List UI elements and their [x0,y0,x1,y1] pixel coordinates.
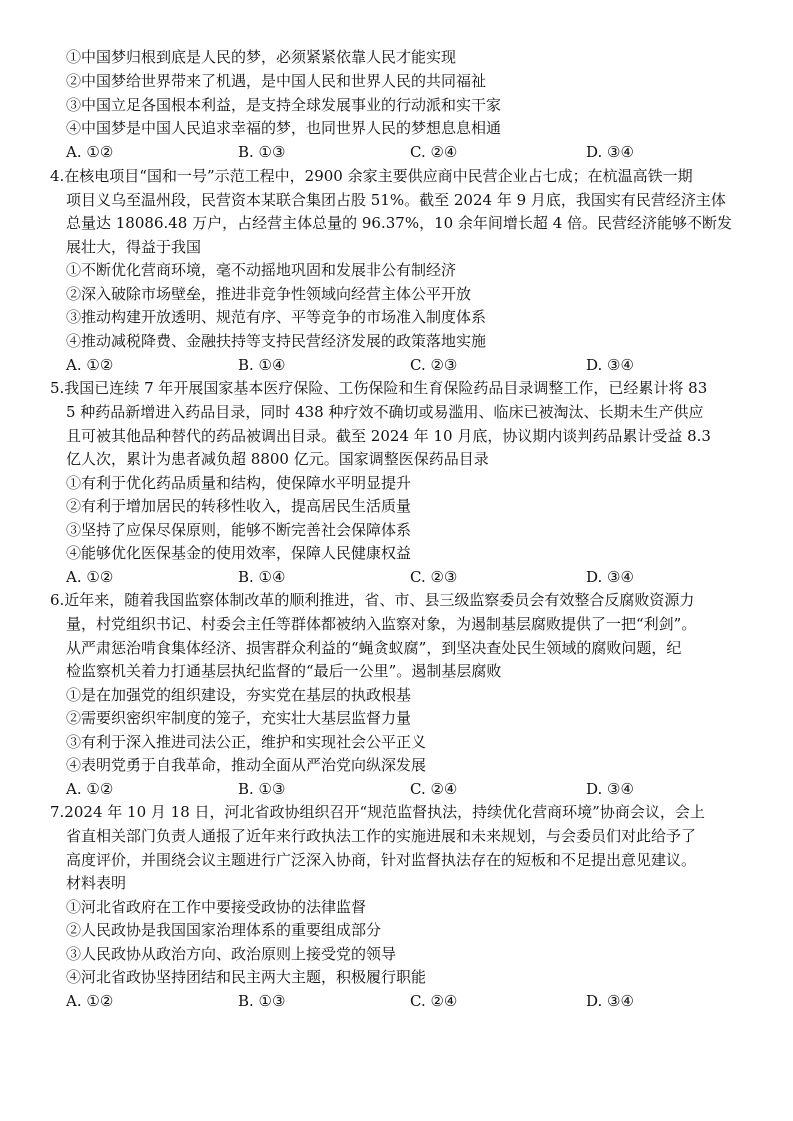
q4-stem-line-4: 展壮大，得益于我国 [66,238,202,256]
q3-option-3: ③中国立足各国根本利益，是支持全球发展事业的行动派和实干家 [66,96,502,114]
q3-option-4: ④中国梦是中国人民追求幸福的梦，也同世界人民的梦想息息相通 [66,119,502,137]
q6-choice-c[interactable]: C. ②④ [410,780,458,798]
q5-choice-c[interactable]: C. ②③ [410,568,458,586]
q5-stem-line-4: 亿人次，累计为患者减负超 8800 亿元。国家调整医保药品目录 [66,450,489,468]
q4-stem-line-2: 项目义乌至温州段，民营资本某联合集团占股 51%。截至 2024 年 9 月底，我国实有民营经济主体 [66,191,726,209]
q5-stem-line-1: 5.我国已连续 7 年开展国家基本医疗保险、工伤保险和生育保险药品目录调整工作，已经累计将 83 [50,379,708,397]
q4-option-2: ②深入破除市场壁垒，推进非竞争性领域向经营主体公平开放 [66,285,472,303]
q7-choice-d[interactable]: D. ③④ [586,992,634,1010]
q6-choices [66,778,766,800]
q3-choice-c[interactable]: C. ②④ [410,143,458,161]
q7-stem-line-1: 7.2024 年 10 月 18 日，河北省政协组织召开“规范监督执法，持续优化营商环境”协商会议，会上 [50,803,705,821]
q6-choice-b[interactable]: B. ①③ [238,780,286,798]
q5-choice-a[interactable]: A. ①② [66,568,114,586]
q4-option-1: ①不断优化营商环境，毫不动摇地巩固和发展非公有制经济 [66,261,457,279]
q7-option-2: ②人民政协是我国国家治理体系的重要组成部分 [66,921,382,939]
q5-stem-line-3: 且可被其他品种替代的药品被调出目录。截至 2024 年 10 月底，协议期内谈判药品累计受益 8.3 [66,427,711,445]
q6-option-2: ②需要织密织牢制度的笼子，充实壮大基层监督力量 [66,709,412,727]
q6-stem-line-2: 量，村党组织书记、村委会主任等群体都被纳入监察对象，为遏制基层腐败提供了一把“利剑”。 [66,615,697,633]
q6-choice-d[interactable]: D. ③④ [586,780,634,798]
q7-stem-line-2: 省直相关部门负责人通报了近年来行政执法工作的实施进展和未来规划，与会委员们对此给予了 [66,827,697,845]
q6-option-3: ③有利于深入推进司法公正，维护和实现社会公平正义 [66,733,427,751]
q7-option-3: ③人民政协从政治方向、政治原则上接受党的领导 [66,945,397,963]
q7-choice-a[interactable]: A. ①② [66,992,114,1010]
q5-option-1: ①有利于优化药品质量和结构，使保障水平明显提升 [66,474,412,492]
q4-option-3: ③推动构建开放透明、规范有序、平等竞争的市场准入制度体系 [66,308,487,326]
q6-option-1: ①是在加强党的组织建设，夯实党在基层的执政根基 [66,686,412,704]
q4-stem-line-3: 总量达 18086.48 万户，占经营主体总量的 96.37%，10 余年间增长超 4 倍。民营经济能够不断发 [66,214,733,232]
q5-option-2: ②有利于增加居民的转移性收入，提高居民生活质量 [66,497,412,515]
q3-choice-b[interactable]: B. ①③ [238,143,286,161]
q6-stem-line-3: 从严肃惩治啃食集体经济、损害群众利益的“蝇贪蚁腐”，到坚决查处民生领域的腐败问题，纪 [66,639,682,657]
q5-option-4: ④能够优化医保基金的使用效率，保障人民健康权益 [66,544,412,562]
q3-option-2: ②中国梦给世界带来了机遇，是中国人民和世界人民的共同福祉 [66,72,487,90]
q6-option-4: ④表明党勇于自我革命，推动全面从严治党向纵深发展 [66,756,427,774]
q6-stem-line-4: 检监察机关着力打通基层执纪监督的“最后一公里”。遏制基层腐败 [66,662,502,680]
q7-option-4: ④河北省政协坚持团结和民主两大主题，积极履行职能 [66,968,427,986]
q3-choice-a[interactable]: A. ①② [66,143,114,161]
q7-choices [66,990,766,1012]
q4-choice-b[interactable]: B. ①④ [238,356,286,374]
q6-stem-line-1: 6.近年来，随着我国监察体制改革的顺利推进，省、市、县三级监察委员会有效整合反腐败资源力 [50,591,695,609]
q4-choice-d[interactable]: D. ③④ [586,356,634,374]
q5-choices [66,566,766,588]
q4-option-4: ④推动减税降费、金融扶持等支持民营经济发展的政策落地实施 [66,332,487,350]
q5-option-3: ③坚持了应保尽保原则，能够不断完善社会保障体系 [66,521,412,539]
q6-choice-a[interactable]: A. ①② [66,780,114,798]
q7-stem-line-4: 材料表明 [66,874,127,892]
q7-choice-b[interactable]: B. ①③ [238,992,286,1010]
q4-stem-line-1: 4.在核电项目“国和一号”示范工程中，2900 余家主要供应商中民营企业占七成；在杭温高铁一期 [50,167,693,185]
q7-choice-c[interactable]: C. ②④ [410,992,458,1010]
q4-choice-a[interactable]: A. ①② [66,356,114,374]
q3-choices [66,141,766,163]
q5-choice-b[interactable]: B. ①④ [238,568,286,586]
q7-stem-line-3: 高度评价，并围绕会议主题进行广泛深入协商，针对监督执法存在的短板和不足提出意见建议。 [66,851,697,869]
q4-choices [66,354,766,376]
q4-choice-c[interactable]: C. ②③ [410,356,458,374]
q5-choice-d[interactable]: D. ③④ [586,568,634,586]
q7-option-1: ①河北省政府在工作中要接受政协的法律监督 [66,898,367,916]
q3-option-1: ①中国梦归根到底是人民的梦，必须紧紧依靠人民才能实现 [66,48,457,66]
q5-stem-line-2: 5 种药品新增进入药品目录，同时 438 种疗效不确切或易滥用、临床已被淘汰、长期未生产供应 [66,403,704,421]
q3-choice-d[interactable]: D. ③④ [586,143,634,161]
